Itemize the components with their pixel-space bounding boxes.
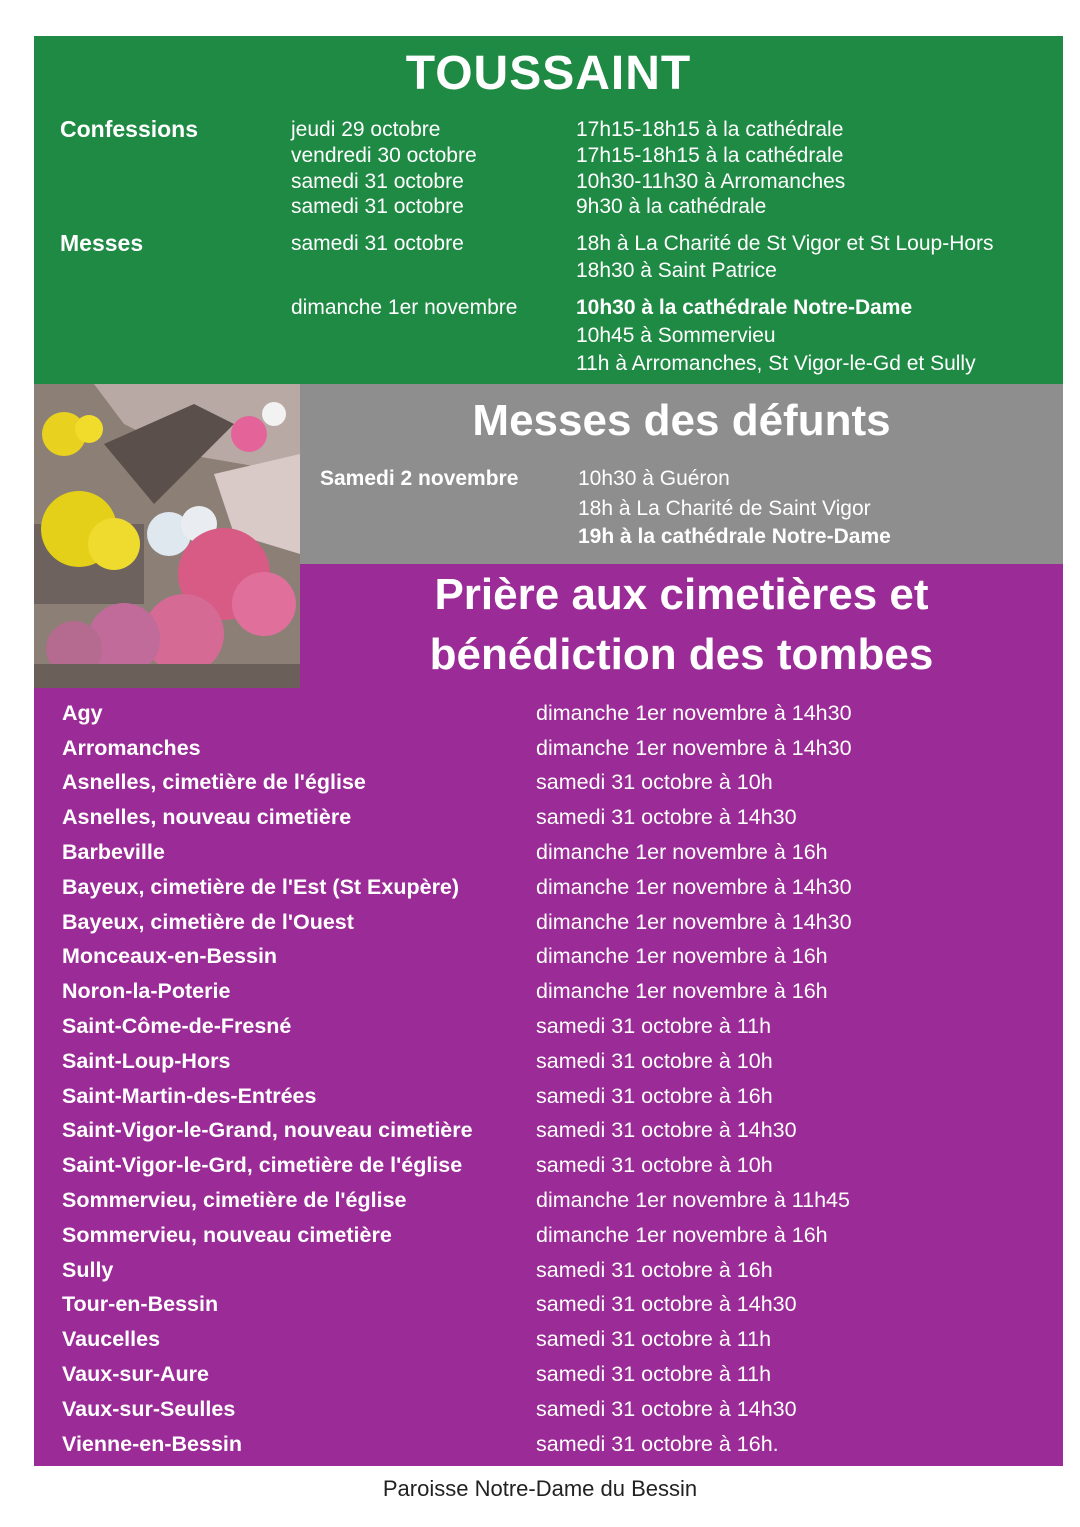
confession-date: samedi 31 octobre: [291, 195, 464, 218]
confession-info: 10h30-11h30 à Arromanches: [576, 170, 846, 193]
cemetery-time: samedi 31 octobre à 11h: [536, 1327, 772, 1352]
list-item: [62, 1253, 1052, 1288]
messes-sunday-line: 11h à Arromanches, St Vigor-le-Gd et Sully: [576, 352, 976, 375]
list-item: [62, 800, 1052, 835]
list-item: [62, 1148, 1052, 1183]
cemetery-name: Saint-Martin-des-Entrées: [62, 1083, 317, 1108]
cemetery-schedule-list: [62, 696, 1052, 1462]
cemetery-name: Bayeux, cimetière de l'Est (St Exupère): [62, 874, 460, 899]
list-item: [62, 696, 1052, 731]
priere-title-line2: bénédiction des tombes: [429, 630, 934, 679]
list-item: [62, 1218, 1052, 1253]
cemetery-time: samedi 31 octobre à 14h30: [536, 1396, 797, 1421]
defunts-line: 10h30 à Guéron: [578, 467, 730, 490]
defunts-date: Samedi 2 novembre: [320, 467, 519, 490]
cemetery-time: dimanche 1er novembre à 16h: [536, 840, 828, 865]
list-item: [62, 1427, 1052, 1462]
cemetery-name: Tour-en-Bessin: [62, 1292, 219, 1317]
toussaint-title: TOUSSAINT: [405, 47, 692, 100]
cemetery-time: samedi 31 octobre à 16h.: [536, 1431, 779, 1456]
cemetery-time: samedi 31 octobre à 10h: [536, 770, 773, 795]
cemetery-time: dimanche 1er novembre à 14h30: [536, 735, 852, 760]
list-item: [62, 1322, 1052, 1357]
list-item: [62, 870, 1052, 905]
list-item: [62, 731, 1052, 766]
confession-date: samedi 31 octobre: [291, 170, 464, 193]
cemetery-name: Saint-Vigor-le-Grand, nouveau cimetière: [62, 1118, 473, 1143]
cemetery-name: Asnelles, cimetière de l'église: [62, 770, 366, 795]
cemetery-time: samedi 31 octobre à 11h: [536, 1362, 772, 1387]
cemetery-name: Noron-la-Poterie: [62, 979, 231, 1004]
cemetery-name: Saint-Vigor-le-Grd, cimetière de l'église: [62, 1153, 463, 1178]
confessions-label: Confessions: [60, 116, 199, 142]
defunts-line: 19h à la cathédrale Notre-Dame: [578, 525, 891, 548]
messes-saturday-date: samedi 31 octobre: [291, 232, 464, 255]
defunts-line: 18h à La Charité de Saint Vigor: [578, 497, 871, 520]
messes-saturday-line: 18h à La Charité de St Vigor et St Loup-Hors: [576, 232, 994, 255]
messes-sunday-date: dimanche 1er novembre: [291, 296, 518, 319]
cemetery-name: Arromanches: [62, 735, 201, 760]
confession-info: 17h15-18h15 à la cathédrale: [576, 144, 844, 167]
list-item: [62, 1079, 1052, 1114]
cemetery-name: Saint-Loup-Hors: [62, 1048, 231, 1073]
cemetery-name: Vaux-sur-Seulles: [62, 1396, 236, 1421]
messes-sunday-line: 10h45 à Sommervieu: [576, 324, 776, 347]
cemetery-name: Agy: [62, 700, 103, 725]
cemetery-time: dimanche 1er novembre à 14h30: [536, 700, 852, 725]
list-item: [62, 940, 1052, 975]
cemetery-time: dimanche 1er novembre à 16h: [536, 944, 828, 969]
list-item: [62, 1288, 1052, 1323]
cemetery-time: samedi 31 octobre à 14h30: [536, 1118, 797, 1143]
list-item: [62, 1392, 1052, 1427]
cemetery-time: samedi 31 octobre à 16h: [536, 1083, 773, 1108]
messes-label: Messes: [60, 230, 144, 256]
defunts-title: Messes des défunts: [472, 396, 891, 445]
list-item: [62, 1183, 1052, 1218]
cemetery-name: Monceaux-en-Bessin: [62, 944, 278, 969]
cemetery-name: Vaux-sur-Aure: [62, 1362, 209, 1387]
list-item: [62, 835, 1052, 870]
cemetery-time: samedi 31 octobre à 16h: [536, 1257, 773, 1282]
cemetery-time: samedi 31 octobre à 10h: [536, 1048, 773, 1073]
cemetery-name: Saint-Côme-de-Fresné: [62, 1014, 292, 1039]
confession-info: 9h30 à la cathédrale: [576, 195, 767, 218]
confession-info: 17h15-18h15 à la cathédrale: [576, 118, 844, 141]
list-item: [62, 1357, 1052, 1392]
cemetery-time: samedi 31 octobre à 14h30: [536, 805, 797, 830]
list-item: [62, 905, 1052, 940]
list-item: [62, 1044, 1052, 1079]
cemetery-name: Sommervieu, nouveau cimetière: [62, 1222, 392, 1247]
list-item: [62, 974, 1052, 1009]
cemetery-time: dimanche 1er novembre à 14h30: [536, 874, 852, 899]
confession-date: vendredi 30 octobre: [291, 144, 477, 167]
cemetery-name: Barbeville: [62, 840, 165, 865]
list-item: [62, 1009, 1052, 1044]
parish-footer: Paroisse Notre-Dame du Bessin: [382, 1476, 698, 1501]
cemetery-time: dimanche 1er novembre à 14h30: [536, 909, 852, 934]
cemetery-name: Vaucelles: [62, 1327, 161, 1352]
messes-saturday-line: 18h30 à Saint Patrice: [576, 259, 777, 282]
cemetery-time: samedi 31 octobre à 11h: [536, 1014, 772, 1039]
cemetery-time: samedi 31 octobre à 10h: [536, 1153, 773, 1178]
cemetery-time: dimanche 1er novembre à 11h45: [536, 1188, 850, 1213]
priere-title-line1: Prière aux cimetières et: [434, 570, 929, 619]
confession-date: jeudi 29 octobre: [291, 118, 441, 141]
cemetery-time: dimanche 1er novembre à 16h: [536, 979, 828, 1004]
cemetery-name: Sommervieu, cimetière de l'église: [62, 1188, 407, 1213]
cemetery-time: dimanche 1er novembre à 16h: [536, 1222, 828, 1247]
cemetery-name: Bayeux, cimetière de l'Ouest: [62, 909, 354, 934]
cemetery-name: Vienne-en-Bessin: [62, 1431, 243, 1456]
cemetery-name: Asnelles, nouveau cimetière: [62, 805, 352, 830]
messes-sunday-line: 10h30 à la cathédrale Notre-Dame: [576, 296, 913, 319]
cemetery-flowers-photo: [34, 384, 300, 688]
list-item: [62, 1114, 1052, 1149]
list-item: [62, 766, 1052, 801]
cemetery-time: samedi 31 octobre à 14h30: [536, 1292, 797, 1317]
cemetery-name: Sully: [62, 1257, 114, 1282]
